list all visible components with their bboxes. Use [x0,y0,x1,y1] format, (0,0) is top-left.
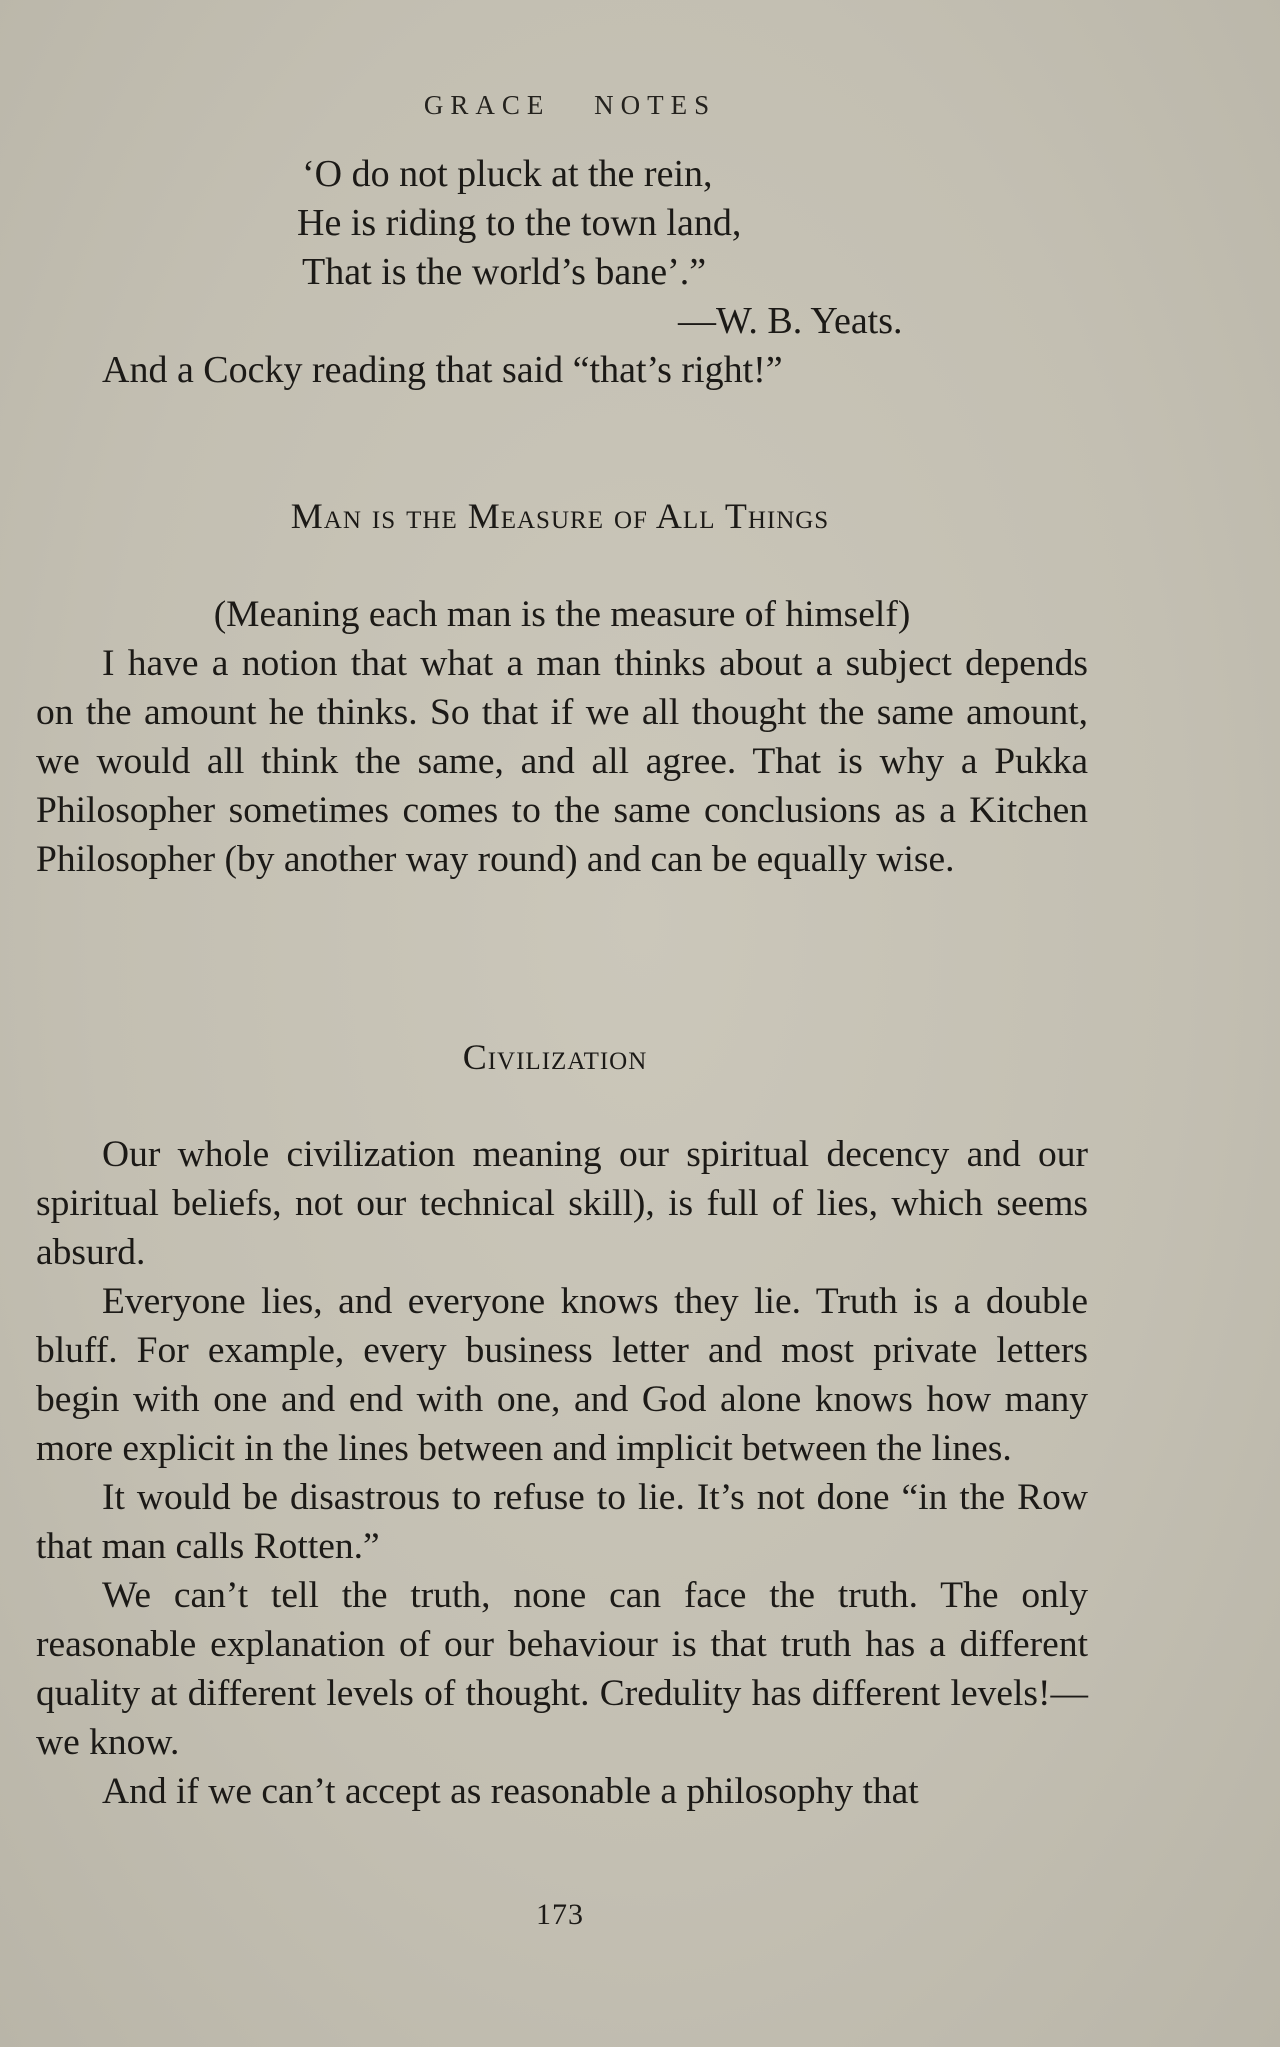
poem-line: He is riding to the town land, [297,202,742,244]
paragraph: It would be disastrous to refuse to lie. It’s not done “in the Row that man calls Rotten.” [36,1477,1088,1567]
running-head: GRACE NOTES [423,90,717,120]
page-number: 173 [536,1898,584,1931]
section-heading-measure: Man is the Measure of All Things [290,496,830,536]
poem-line: ‘O do not pluck at the rein, [302,153,713,195]
paragraph: I have a notion that what a man thinks about a subject depends on the amount he thinks. So that if we all thought the same amount, we would all think the same, and all agree. That is why a Pukka Philosopher sometimes comes to the same conclusions as a Kitchen Philosopher (by another way round) and can be equally wise. [36,643,1088,880]
poem-quote [0,150,1280,395]
section-body-civilization [36,1130,1088,1816]
paragraph: We can’t tell the truth, none can face the truth. The only reasonable explanation of our behaviour is that truth has a different quality at different levels of thought. Credulity has different levels!—we know. [36,1575,1088,1763]
paragraph: And if we can’t accept as reasonable a philosophy that [102,1771,919,1812]
poem-line: That is the world’s bane’.” [302,251,707,293]
paragraph: Everyone lies, and everyone knows they lie. Truth is a double bluff. For example, every business letter and most private letters begin with one and end with one, and God alone knows how many more explicit in the lines between and implicit between the lines. [36,1281,1088,1469]
section-subtitle: (Meaning each man is the measure of himself) [213,594,911,635]
section-heading-civilization: Civilization [462,1037,648,1077]
paragraph: Our whole civilization meaning our spiritual decency and our spiritual beliefs, not our technical skill), is full of lies, which seems absurd. [36,1134,1088,1273]
poem-attribution: —W. B. Yeats. [678,300,903,342]
poem-afterword: And a Cocky reading that said “that’s right!” [102,349,783,391]
section-body-measure [36,590,1088,884]
